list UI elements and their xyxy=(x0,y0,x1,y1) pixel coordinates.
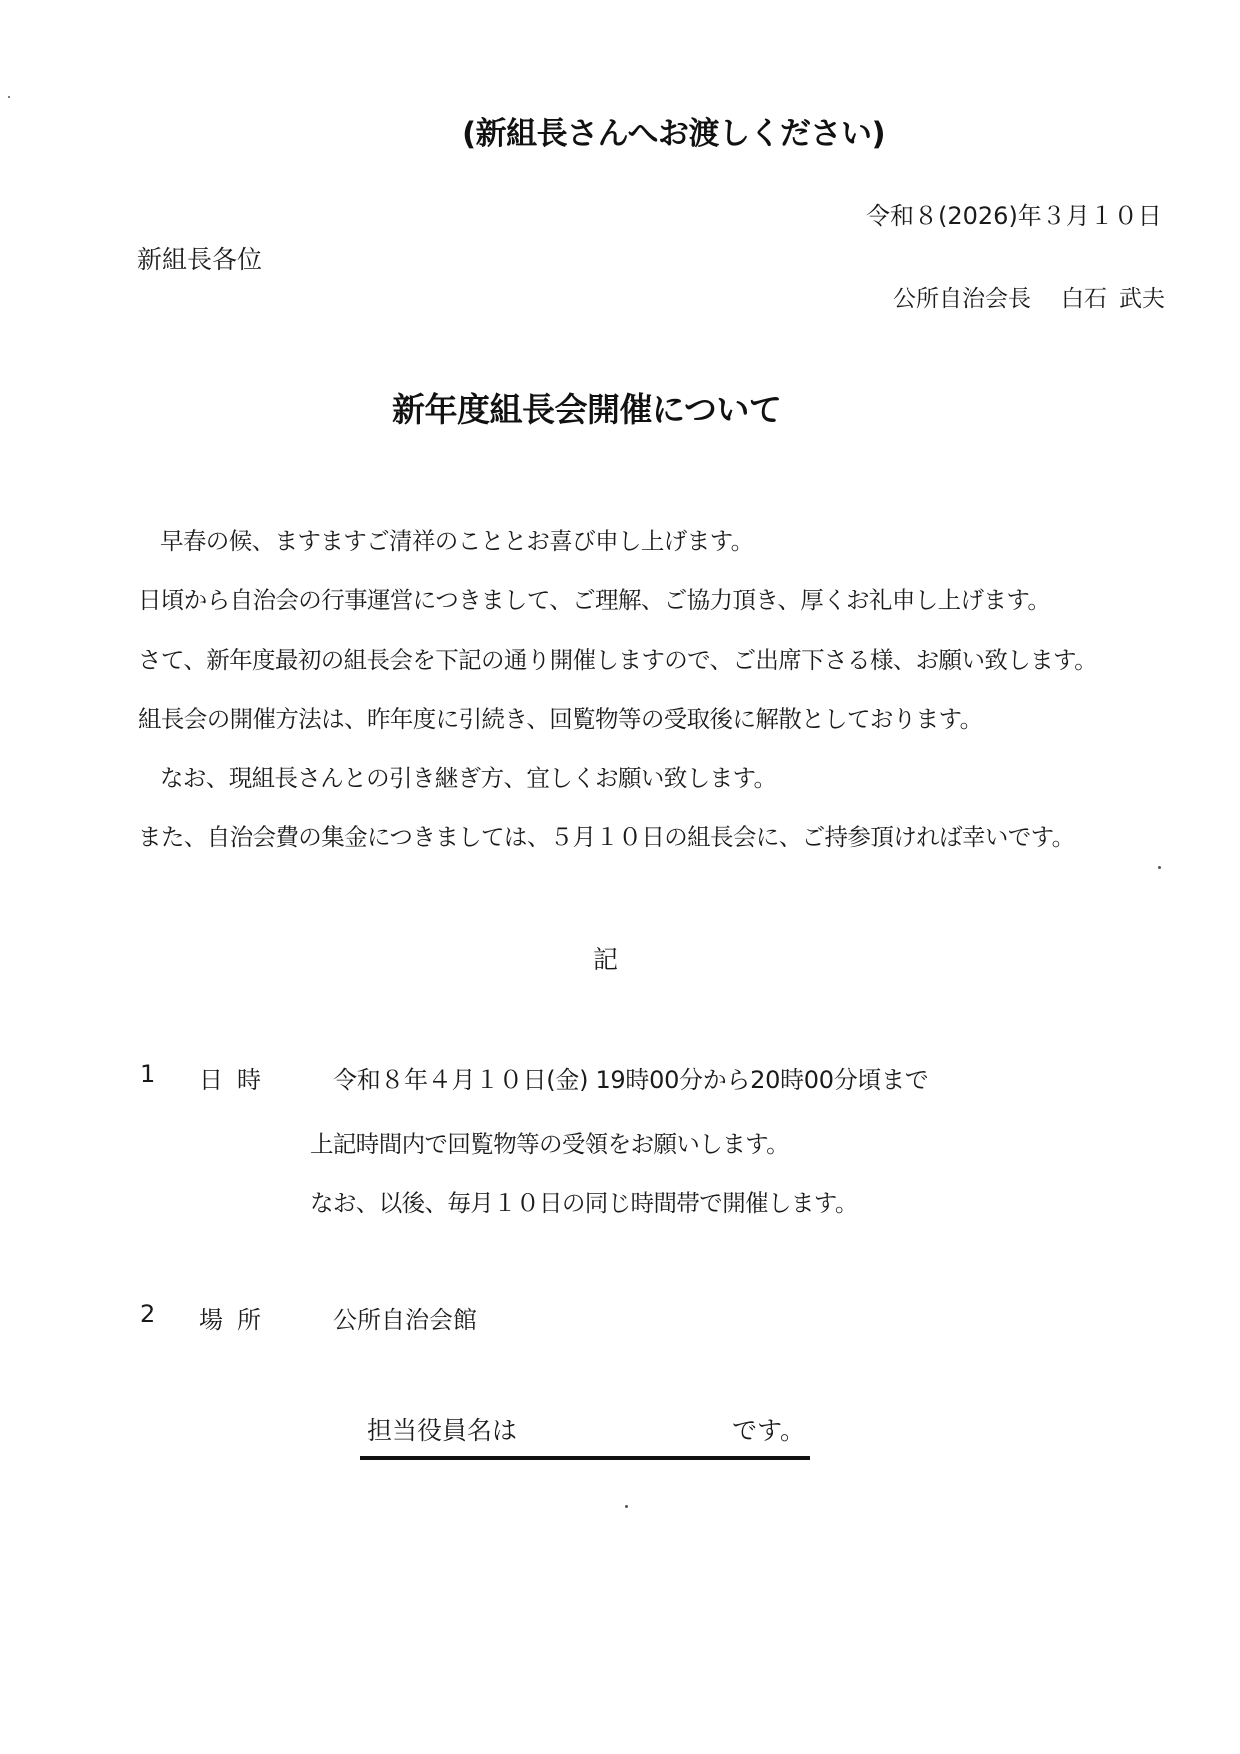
sender-surname: 白石 xyxy=(1061,286,1107,312)
body-paragraph: 組長会の開催方法は、昨年度に引続き、回覧物等の受取後に解散としております。 xyxy=(138,705,983,733)
sender-given-name: 武夫 xyxy=(1119,286,1165,312)
item-note: なお、以後、毎月１０日の同じ時間帯で開催します。 xyxy=(310,1189,858,1217)
ki-heading: 記 xyxy=(593,945,619,974)
scan-speck xyxy=(1158,866,1161,869)
item-number: 2 xyxy=(140,1300,156,1328)
hand-over-notice: (新組長さんへお渡しください) xyxy=(462,116,886,152)
issue-date: 令和８(2026)年３月１０日 xyxy=(866,202,1162,230)
recipient-line: 新組長各位 xyxy=(137,245,263,274)
body-paragraph: なお、現組長さんとの引き継ぎ方、宜しくお願い致します。 xyxy=(160,764,777,792)
body-paragraph: また、自治会費の集金につきましては、５月１０日の組長会に、ご持参頂ければ幸いです。 xyxy=(138,823,1075,851)
scan-speck xyxy=(625,1505,628,1508)
item-value-datetime: 令和８年４月１０日(金) 19時00分から20時00分頃まで xyxy=(333,1066,929,1094)
item-number: 1 xyxy=(140,1060,156,1088)
body-paragraph: 早春の候、ますますご清祥のこととお喜び申し上げます。 xyxy=(160,527,754,555)
item-note: 上記時間内で回覧物等の受領をお願いします。 xyxy=(310,1130,790,1158)
scan-speck xyxy=(8,96,10,98)
officer-name-label: 担当役員名は xyxy=(367,1416,518,1445)
officer-name-suffix: です。 xyxy=(732,1416,806,1445)
officer-name-underline xyxy=(360,1456,810,1460)
body-paragraph: 日頃から自治会の行事運営につきまして、ご理解、ご協力頂き、厚くお礼申し上げます。 xyxy=(138,586,1051,614)
sender-title: 公所自治会長 xyxy=(893,286,1031,312)
document-title: 新年度組長会開催について xyxy=(392,390,782,429)
sender-line xyxy=(893,280,1165,313)
item-value-place: 公所自治会館 xyxy=(333,1306,477,1334)
item-label-datetime: 日時 xyxy=(199,1066,275,1094)
item-label-place: 場所 xyxy=(199,1306,275,1334)
body-paragraph: さて、新年度最初の組長会を下記の通り開催しますので、ご出席下さる様、お願い致します。 xyxy=(138,646,1097,674)
